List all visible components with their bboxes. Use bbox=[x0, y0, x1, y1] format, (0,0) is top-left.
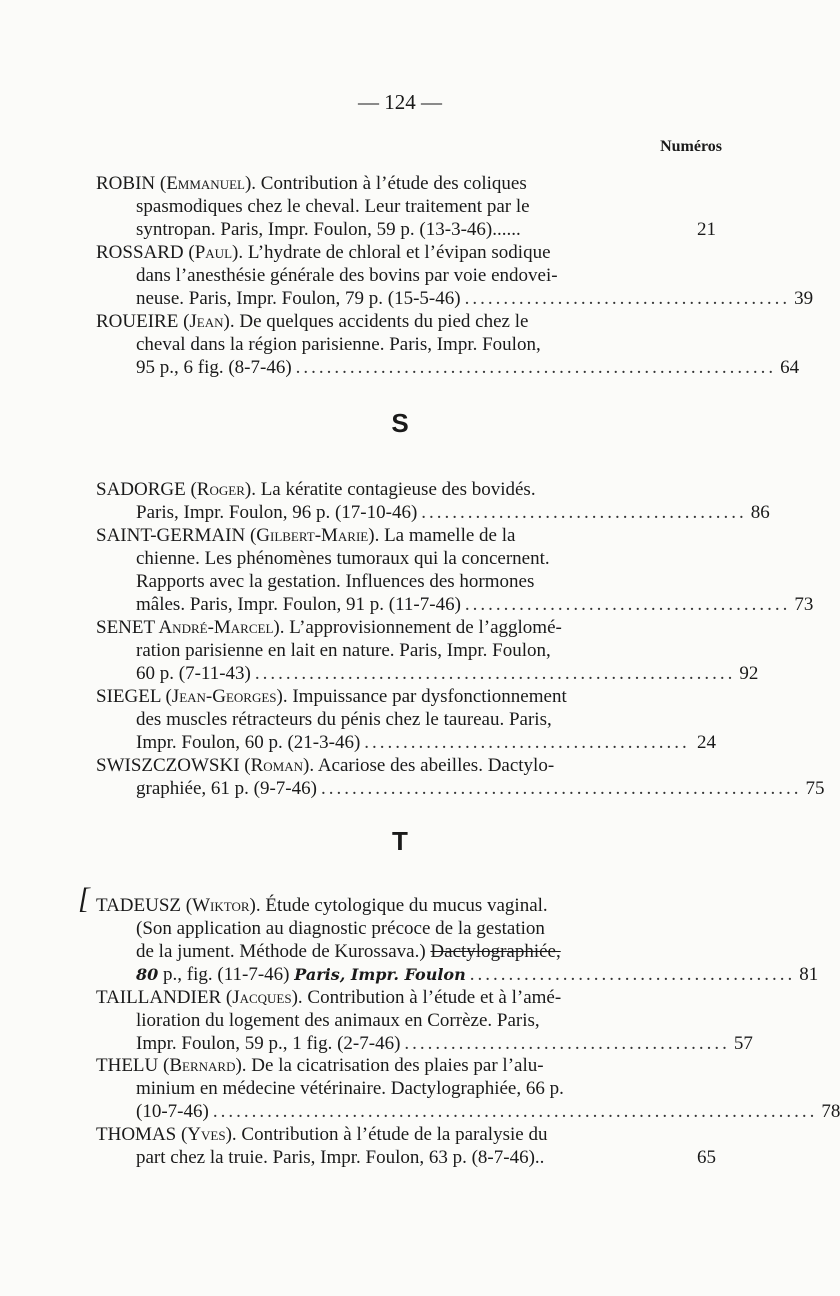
entry-text: (Son application au diagnostic précoce de la gestation bbox=[136, 918, 545, 939]
entry-tadeusz bbox=[96, 894, 819, 986]
entry-text: Contribution à l’étude des coliques bbox=[260, 173, 527, 194]
entry-author: SENET André-Marcel). bbox=[96, 617, 285, 638]
handwritten-bracket: [ bbox=[78, 882, 90, 915]
entry-text: Étude cytologique du mucus vaginal. bbox=[265, 895, 548, 916]
entry-robin bbox=[96, 172, 716, 241]
entry-text: graphiée, 61 p. (9-7-46) bbox=[136, 778, 317, 799]
entry-author: THOMAS (Yves). bbox=[96, 1124, 237, 1145]
entry-text: Impuissance par dysfonctionnement bbox=[292, 686, 567, 707]
leader-dots: .............................................................. bbox=[320, 778, 802, 799]
entry-author: TAILLANDIER (Jacques). bbox=[96, 987, 303, 1008]
entry-roueire bbox=[96, 310, 800, 379]
entry-text: chienne. Les phénomènes tumoraux qui la concernent. bbox=[136, 548, 550, 569]
section-letter-t: T bbox=[392, 826, 408, 856]
entry-text: La kératite contagieuse des bovidés. bbox=[260, 479, 536, 500]
entry-text: lioration du logement des animaux en Corrèze. Paris, bbox=[136, 1010, 540, 1031]
entry-text: Contribution à l’étude de la paralysie du bbox=[241, 1124, 548, 1145]
entry-number: 92 bbox=[739, 663, 759, 684]
leader-dots: .............................................................................. bbox=[212, 1101, 818, 1122]
entry-saint-germain bbox=[96, 524, 814, 616]
entry-author: ROUEIRE (Jean). bbox=[96, 311, 235, 332]
entry-text: minium en médecine vétérinaire. Dactylographiée, 66 p. bbox=[136, 1078, 564, 1099]
entry-text: De la cicatrisation des plaies par l’alu- bbox=[251, 1055, 544, 1076]
handwritten-pages: 80 bbox=[136, 965, 159, 984]
leader-dots: .......................................... bbox=[364, 732, 690, 753]
entry-text: dans l’anesthésie générale des bovins par voie endovei- bbox=[136, 265, 558, 286]
handwritten-publisher: Paris, Impr. Foulon bbox=[294, 965, 466, 984]
entry-text: cheval dans la région parisienne. Paris, Impr. Foulon, bbox=[136, 334, 541, 355]
entry-text: des muscles rétracteurs du pénis chez le taureau. Paris, bbox=[136, 709, 552, 730]
entry-text: syntropan. Paris, Impr. Foulon, 59 p. (13-3-46)...... bbox=[136, 219, 521, 240]
leader-dots: .......................................... bbox=[421, 502, 747, 523]
entry-text: de la jument. Méthode de Kurossava.) bbox=[136, 941, 426, 962]
entry-taillandier bbox=[96, 986, 753, 1055]
leader-dots: .......................................... bbox=[464, 594, 791, 615]
entry-author: TADEUSZ (Wiktor). bbox=[96, 895, 261, 916]
entry-text: spasmodiques chez le cheval. Leur traitement par le bbox=[136, 196, 530, 217]
entry-text: 60 p. (7-11-43) bbox=[136, 663, 251, 684]
entry-text: Acariose des abeilles. Dactylo- bbox=[317, 755, 555, 776]
entry-text: neuse. Paris, Impr. Foulon, 79 p. (15-5-46) bbox=[136, 288, 461, 309]
entry-swiszczowski bbox=[96, 754, 825, 800]
entry-thelu bbox=[96, 1054, 840, 1123]
entry-siegel bbox=[96, 685, 716, 754]
entry-author: SIEGEL (Jean-Georges). bbox=[96, 686, 288, 707]
entry-number: 24 bbox=[697, 732, 716, 753]
entry-text: De quelques accidents du pied chez le bbox=[239, 311, 529, 332]
entry-number: 21 bbox=[697, 219, 716, 240]
entry-sadorge bbox=[96, 478, 770, 524]
entry-rossard bbox=[96, 241, 814, 310]
entry-number: 86 bbox=[750, 502, 770, 523]
page-number: — 124 — bbox=[358, 90, 442, 114]
leader-dots: .......................................... bbox=[404, 1033, 730, 1054]
entry-text: Rapports avec la gestation. Influences des hormones bbox=[136, 571, 535, 592]
entry-text: (10-7-46) bbox=[136, 1101, 209, 1122]
entry-text: p., fig. (11-7-46) bbox=[163, 964, 290, 985]
entry-number: 78 bbox=[821, 1101, 840, 1122]
entry-number: 73 bbox=[794, 594, 814, 615]
entry-text: La mamelle de la bbox=[384, 525, 516, 546]
leader-dots: .......................................... bbox=[469, 964, 796, 985]
leader-dots: .............................................................. bbox=[254, 663, 736, 684]
entry-author: THELU (Bernard). bbox=[96, 1055, 247, 1076]
entry-text: 95 p., 6 fig. (8-7-46) bbox=[136, 357, 292, 378]
entry-thomas bbox=[96, 1123, 716, 1169]
entry-number: 81 bbox=[799, 964, 819, 985]
entry-text: part chez la truie. Paris, Impr. Foulon, 63 p. (8-7-46).. bbox=[136, 1147, 545, 1168]
leader-dots: .............................................................. bbox=[295, 357, 777, 378]
entry-author: SWISZCZOWSKI (Roman). bbox=[96, 755, 315, 776]
entry-number: 65 bbox=[697, 1147, 716, 1168]
struck-text: Dactylographiée, bbox=[430, 941, 561, 962]
entry-senet bbox=[96, 616, 759, 685]
entry-text: mâles. Paris, Impr. Foulon, 91 p. (11-7-46) bbox=[136, 594, 461, 615]
leader-dots: .......................................... bbox=[464, 288, 791, 309]
entry-text: ration parisienne en lait en nature. Paris, Impr. Foulon, bbox=[136, 640, 551, 661]
entry-author: SADORGE (Roger). bbox=[96, 479, 256, 500]
entry-text: L’hydrate de chloral et l’évipan sodique bbox=[247, 242, 551, 263]
entry-author: ROSSARD (Paul). bbox=[96, 242, 244, 263]
section-letter-s: S bbox=[391, 408, 409, 438]
entry-number: 57 bbox=[733, 1033, 753, 1054]
column-header: Numéros bbox=[660, 138, 722, 155]
entry-number: 64 bbox=[780, 357, 800, 378]
entry-text: L’approvisionnement de l’agglomé- bbox=[289, 617, 562, 638]
entry-author: ROBIN (Emmanuel). bbox=[96, 173, 257, 194]
entry-number: 39 bbox=[794, 288, 814, 309]
entry-text: Impr. Foulon, 59 p., 1 fig. (2-7-46) bbox=[136, 1033, 401, 1054]
entry-text: Impr. Foulon, 60 p. (21-3-46) bbox=[136, 732, 361, 753]
entry-number: 75 bbox=[805, 778, 825, 799]
entry-author: SAINT-GERMAIN (Gilbert-Marie). bbox=[96, 525, 380, 546]
entry-text: Contribution à l’étude et à l’amé- bbox=[307, 987, 562, 1008]
entry-text: Paris, Impr. Foulon, 96 p. (17-10-46) bbox=[136, 502, 418, 523]
